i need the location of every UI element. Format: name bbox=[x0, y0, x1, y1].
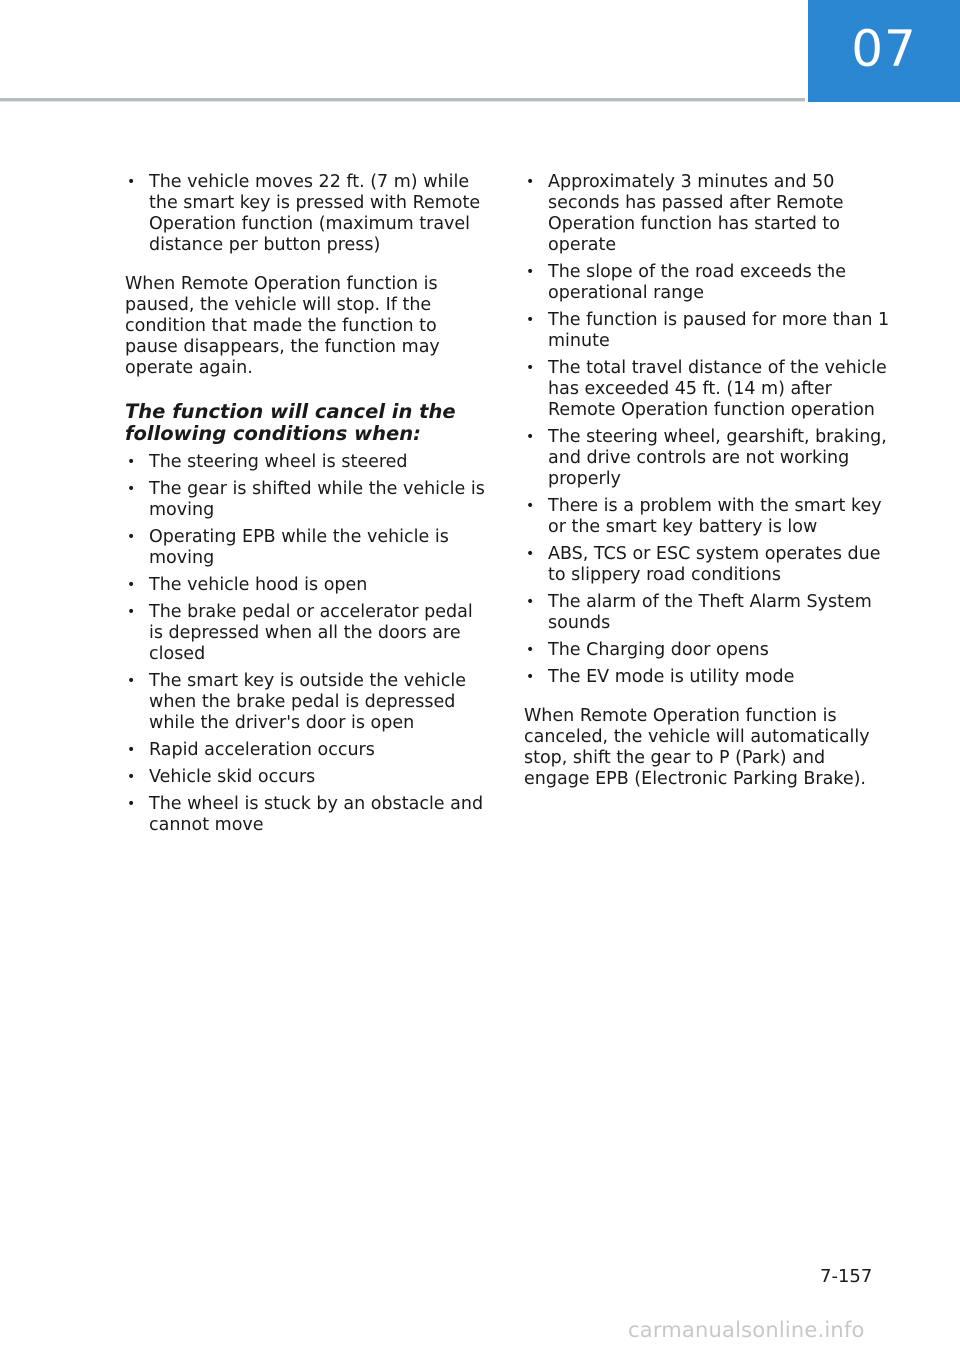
list-item: • There is a problem with the smart key or the smart key battery is low bbox=[524, 496, 894, 538]
list-item: • The alarm of the Theft Alarm System sounds bbox=[524, 592, 894, 634]
list-item: • The Charging door opens bbox=[524, 640, 894, 661]
list-item: • The gear is shifted while the vehicle is moving bbox=[125, 479, 490, 521]
list-item: • The slope of the road exceeds the operational range bbox=[524, 262, 894, 304]
list-item: • The wheel is stuck by an obstacle and cannot move bbox=[125, 794, 490, 836]
intro-bullet-list bbox=[125, 172, 490, 256]
list-item: • The smart key is outside the vehicle when the brake pedal is depressed while the driver's door is open bbox=[125, 671, 490, 734]
watermark: carmanualsonline.info bbox=[628, 1318, 865, 1342]
list-item: • ABS, TCS or ESC system operates due to slippery road conditions bbox=[524, 544, 894, 586]
list-item: • Rapid acceleration occurs bbox=[125, 740, 490, 761]
list-item: • The vehicle hood is open bbox=[125, 575, 490, 596]
paused-paragraph: When Remote Operation function is paused, the vehicle will stop. If the condition that made the function to pause disappears, the function may operate again. bbox=[125, 274, 440, 378]
header-rule-shadow bbox=[0, 101, 805, 102]
list-item: • The steering wheel, gearshift, braking, and drive controls are not working properly bbox=[524, 427, 894, 490]
list-item: • The EV mode is utility mode bbox=[524, 667, 894, 688]
page-number: 7-157 bbox=[820, 1266, 873, 1287]
header-rule bbox=[0, 98, 805, 101]
list-item: • The steering wheel is steered bbox=[125, 452, 490, 473]
cancel-bullet-list bbox=[125, 452, 490, 836]
list-item: • The total travel distance of the vehicle has exceeded 45 ft. (14 m) after Remote Operation function operation bbox=[524, 358, 894, 421]
list-item: • The brake pedal or accelerator pedal is depressed when all the doors are closed bbox=[125, 602, 490, 665]
list-item: • Approximately 3 minutes and 50 seconds has passed after Remote Operation function has started to operate bbox=[524, 172, 894, 256]
right-column bbox=[524, 172, 894, 808]
list-item: • The function is paused for more than 1 minute bbox=[524, 310, 894, 352]
cancel-heading-line-2: following conditions when: bbox=[125, 422, 421, 445]
cancel-bullet-list-continued bbox=[524, 172, 894, 688]
list-item: • The vehicle moves 22 ft. (7 m) while the smart key is pressed with Remote Operation function (maximum travel distance per button press) bbox=[125, 172, 490, 256]
list-item: • Operating EPB while the vehicle is moving bbox=[125, 527, 490, 569]
canceled-paragraph: When Remote Operation function is canceled, the vehicle will automatically stop, shift the gear to P (Park) and engage EPB (Electronic Parking Brake). bbox=[524, 706, 870, 789]
chapter-number: 07 bbox=[851, 20, 917, 78]
cancel-conditions-heading bbox=[125, 401, 490, 445]
cancel-heading-line-1: The function will cancel in the bbox=[125, 400, 456, 423]
chapter-tab bbox=[808, 0, 960, 102]
left-column bbox=[125, 172, 490, 842]
list-item: • Vehicle skid occurs bbox=[125, 767, 490, 788]
